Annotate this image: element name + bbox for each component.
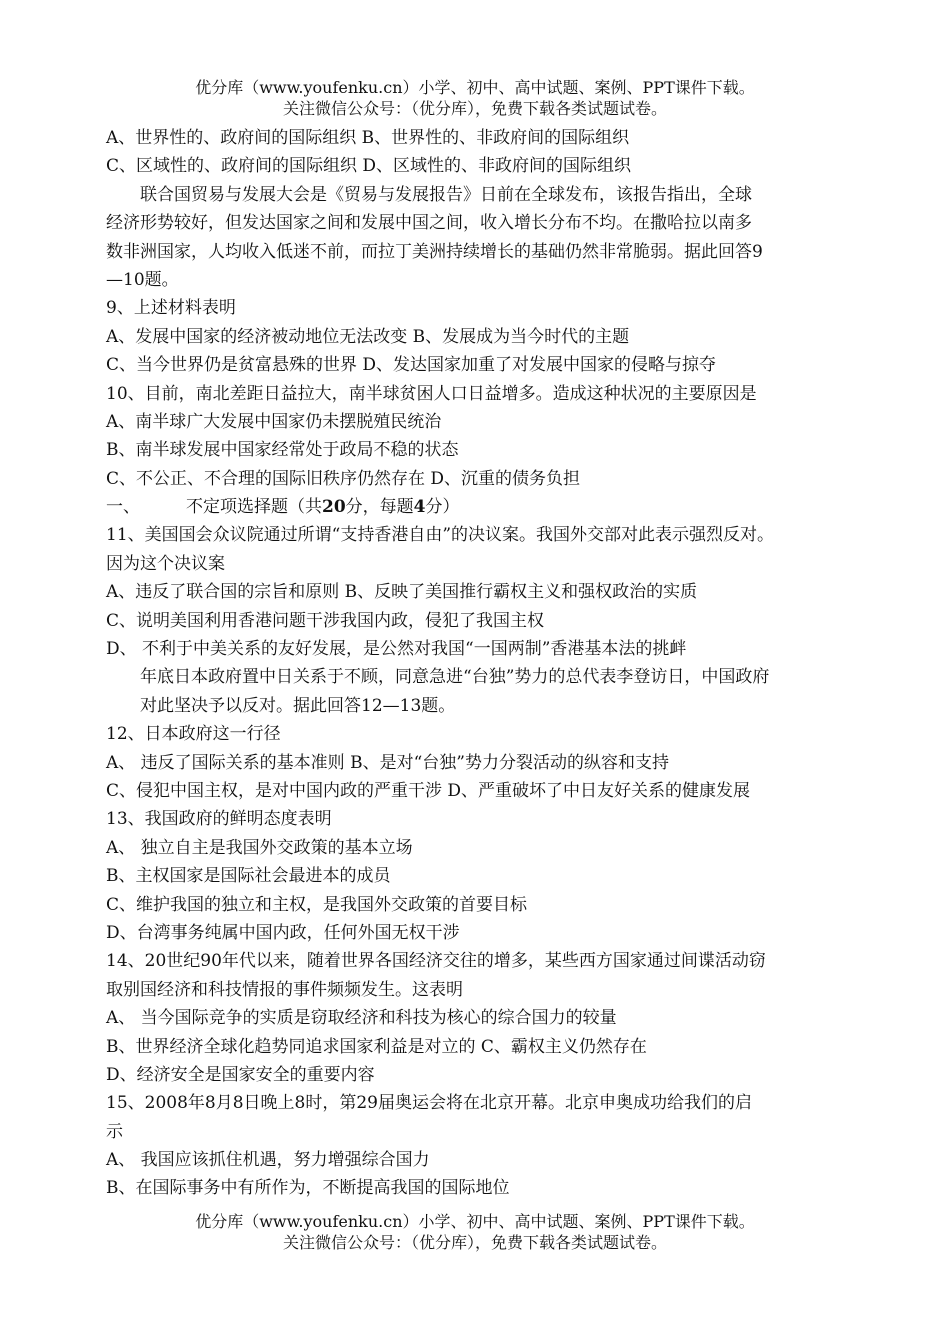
q10-option-b: B、南半球发展中国家经常处于政局不稳的状态 [106, 440, 459, 461]
section-total-score: 20 [322, 497, 346, 518]
q15-stem-cont: 示 [106, 1121, 123, 1142]
q11-option-d: D、 不利于中美关系的友好发展，是公然对我国“一国两制”香港基本法的挑衅 [106, 639, 687, 660]
q10-stem: 10、目前，南北差距日益拉大，南半球贫困人口日益增多。造成这种状况的主要原因是 [106, 383, 757, 404]
passage-line: 年底日本政府置中日关系于不顾，同意急进“台独”势力的总代表李登访日，中国政府 [140, 667, 770, 688]
q14-option-a: A、 当今国际竞争的实质是窃取经济和科技为核心的综合国力的较量 [106, 1008, 617, 1029]
exam-body [106, 124, 851, 1203]
section-title-post: 分） [425, 497, 460, 518]
q13-option-a: A、 独立自主是我国外交政策的基本立场 [106, 837, 413, 858]
section-title-pre: 不定项选择题（共 [186, 497, 322, 518]
header-line-1: 优分库（www.youfenku.cn）小学、初中、高中试题、案例、PPT课件下载。 [195, 78, 755, 97]
q14-option-d: D、经济安全是国家安全的重要内容 [106, 1064, 375, 1085]
q9-stem: 9、上述材料表明 [106, 298, 236, 319]
q15-option-b: B、在国际事务中有所作为，不断提高我国的国际地位 [106, 1178, 510, 1199]
q15-option-a: A、 我国应该抓住机遇，努力增强综合国力 [106, 1150, 430, 1171]
q14-stem-cont: 取别国经济和科技情报的事件频频发生。这表明 [106, 979, 463, 1000]
q8-option-cd: C、区域性的、政府间的国际组织 D、区域性的、非政府间的国际组织 [106, 156, 632, 177]
q14-option-bc: B、世界经济全球化趋势同追求国家利益是对立的 C、霸权主义仍然存在 [106, 1036, 647, 1057]
section-each-score: 4 [413, 497, 426, 518]
section-number: 一、 [106, 497, 140, 518]
q11-stem: 11、美国国会众议院通过所谓“支持香港自由”的决议案。我国外交部对此表示强烈反对。 [106, 525, 775, 546]
q13-option-c: C、维护我国的独立和主权，是我国外交政策的首要目标 [106, 894, 528, 915]
q13-option-d: D、台湾事务纯属中国内政，任何外国无权干涉 [106, 922, 460, 943]
q11-option-ab: A、违反了联合国的宗旨和原则 B、反映了美国推行霸权主义和强权政治的实质 [106, 582, 698, 603]
passage-line: 联合国贸易与发展大会是《贸易与发展报告》日前在全球发布，该报告指出，全球 [140, 184, 752, 205]
header-line-2: 关注微信公众号：（优分库），免费下载各类试题试卷。 [282, 99, 667, 118]
q8-option-ab: A、世界性的、政府间的国际组织 B、世界性的、非政府间的国际组织 [106, 128, 630, 148]
section-heading [106, 493, 851, 521]
passage-line: 对此坚决予以反对。据此回答12—13题。 [140, 695, 456, 716]
q13-stem: 13、我国政府的鲜明态度表明 [106, 809, 332, 830]
passage-line: 经济形势较好，但发达国家之间和发展中国之间，收入增长分布不均。在撒哈拉以南多 [106, 213, 752, 234]
q14-stem: 14、20世纪90年代以来，随着世界各国经济交往的增多，某些西方国家通过间谍活动窃 [106, 951, 766, 972]
q12-option-cd: C、侵犯中国主权，是对中国内政的严重干涉 D、严重破坏了中日友好关系的健康发展 [106, 780, 751, 801]
q10-option-cd: C、不公正、不合理的国际旧秩序仍然存在 D、沉重的债务负担 [106, 468, 581, 489]
q9-option-cd: C、当今世界仍是贫富悬殊的世界 D、发达国家加重了对发展中国家的侵略与掠夺 [106, 355, 717, 376]
q11-option-c: C、说明美国利用香港问题干涉我国内政，侵犯了我国主权 [106, 610, 545, 631]
q12-stem: 12、日本政府这一行径 [106, 724, 281, 745]
q10-option-a: A、南半球广大发展中国家仍未摆脱殖民统治 [106, 411, 442, 432]
section-title-mid: 分，每题 [345, 497, 414, 518]
q13-option-b: B、主权国家是国际社会最进本的成员 [106, 866, 391, 887]
passage-line: 数非洲国家，人均收入低迷不前，而拉丁美洲持续增长的基础仍然非常脆弱。据此回答9 [106, 241, 763, 262]
q12-option-ab: A、 违反了国际关系的基本准则 B、是对“台独”势力分裂活动的纵容和支持 [106, 752, 669, 773]
passage-line: —10题。 [106, 269, 179, 290]
q11-stem-cont: 因为这个决议案 [106, 553, 225, 574]
footer-line-2: 关注微信公众号：（优分库），免费下载各类试题试卷。 [282, 1233, 667, 1252]
q15-stem: 15、2008年8月8日晚上8时，第29届奥运会将在北京开幕。北京申奥成功给我们的启 [106, 1093, 752, 1114]
footer-line-1: 优分库（www.youfenku.cn）小学、初中、高中试题、案例、PPT课件下载。 [195, 1212, 755, 1231]
q9-option-ab: A、发展中国家的经济被动地位无法改变 B、发展成为当今时代的主题 [106, 326, 630, 347]
